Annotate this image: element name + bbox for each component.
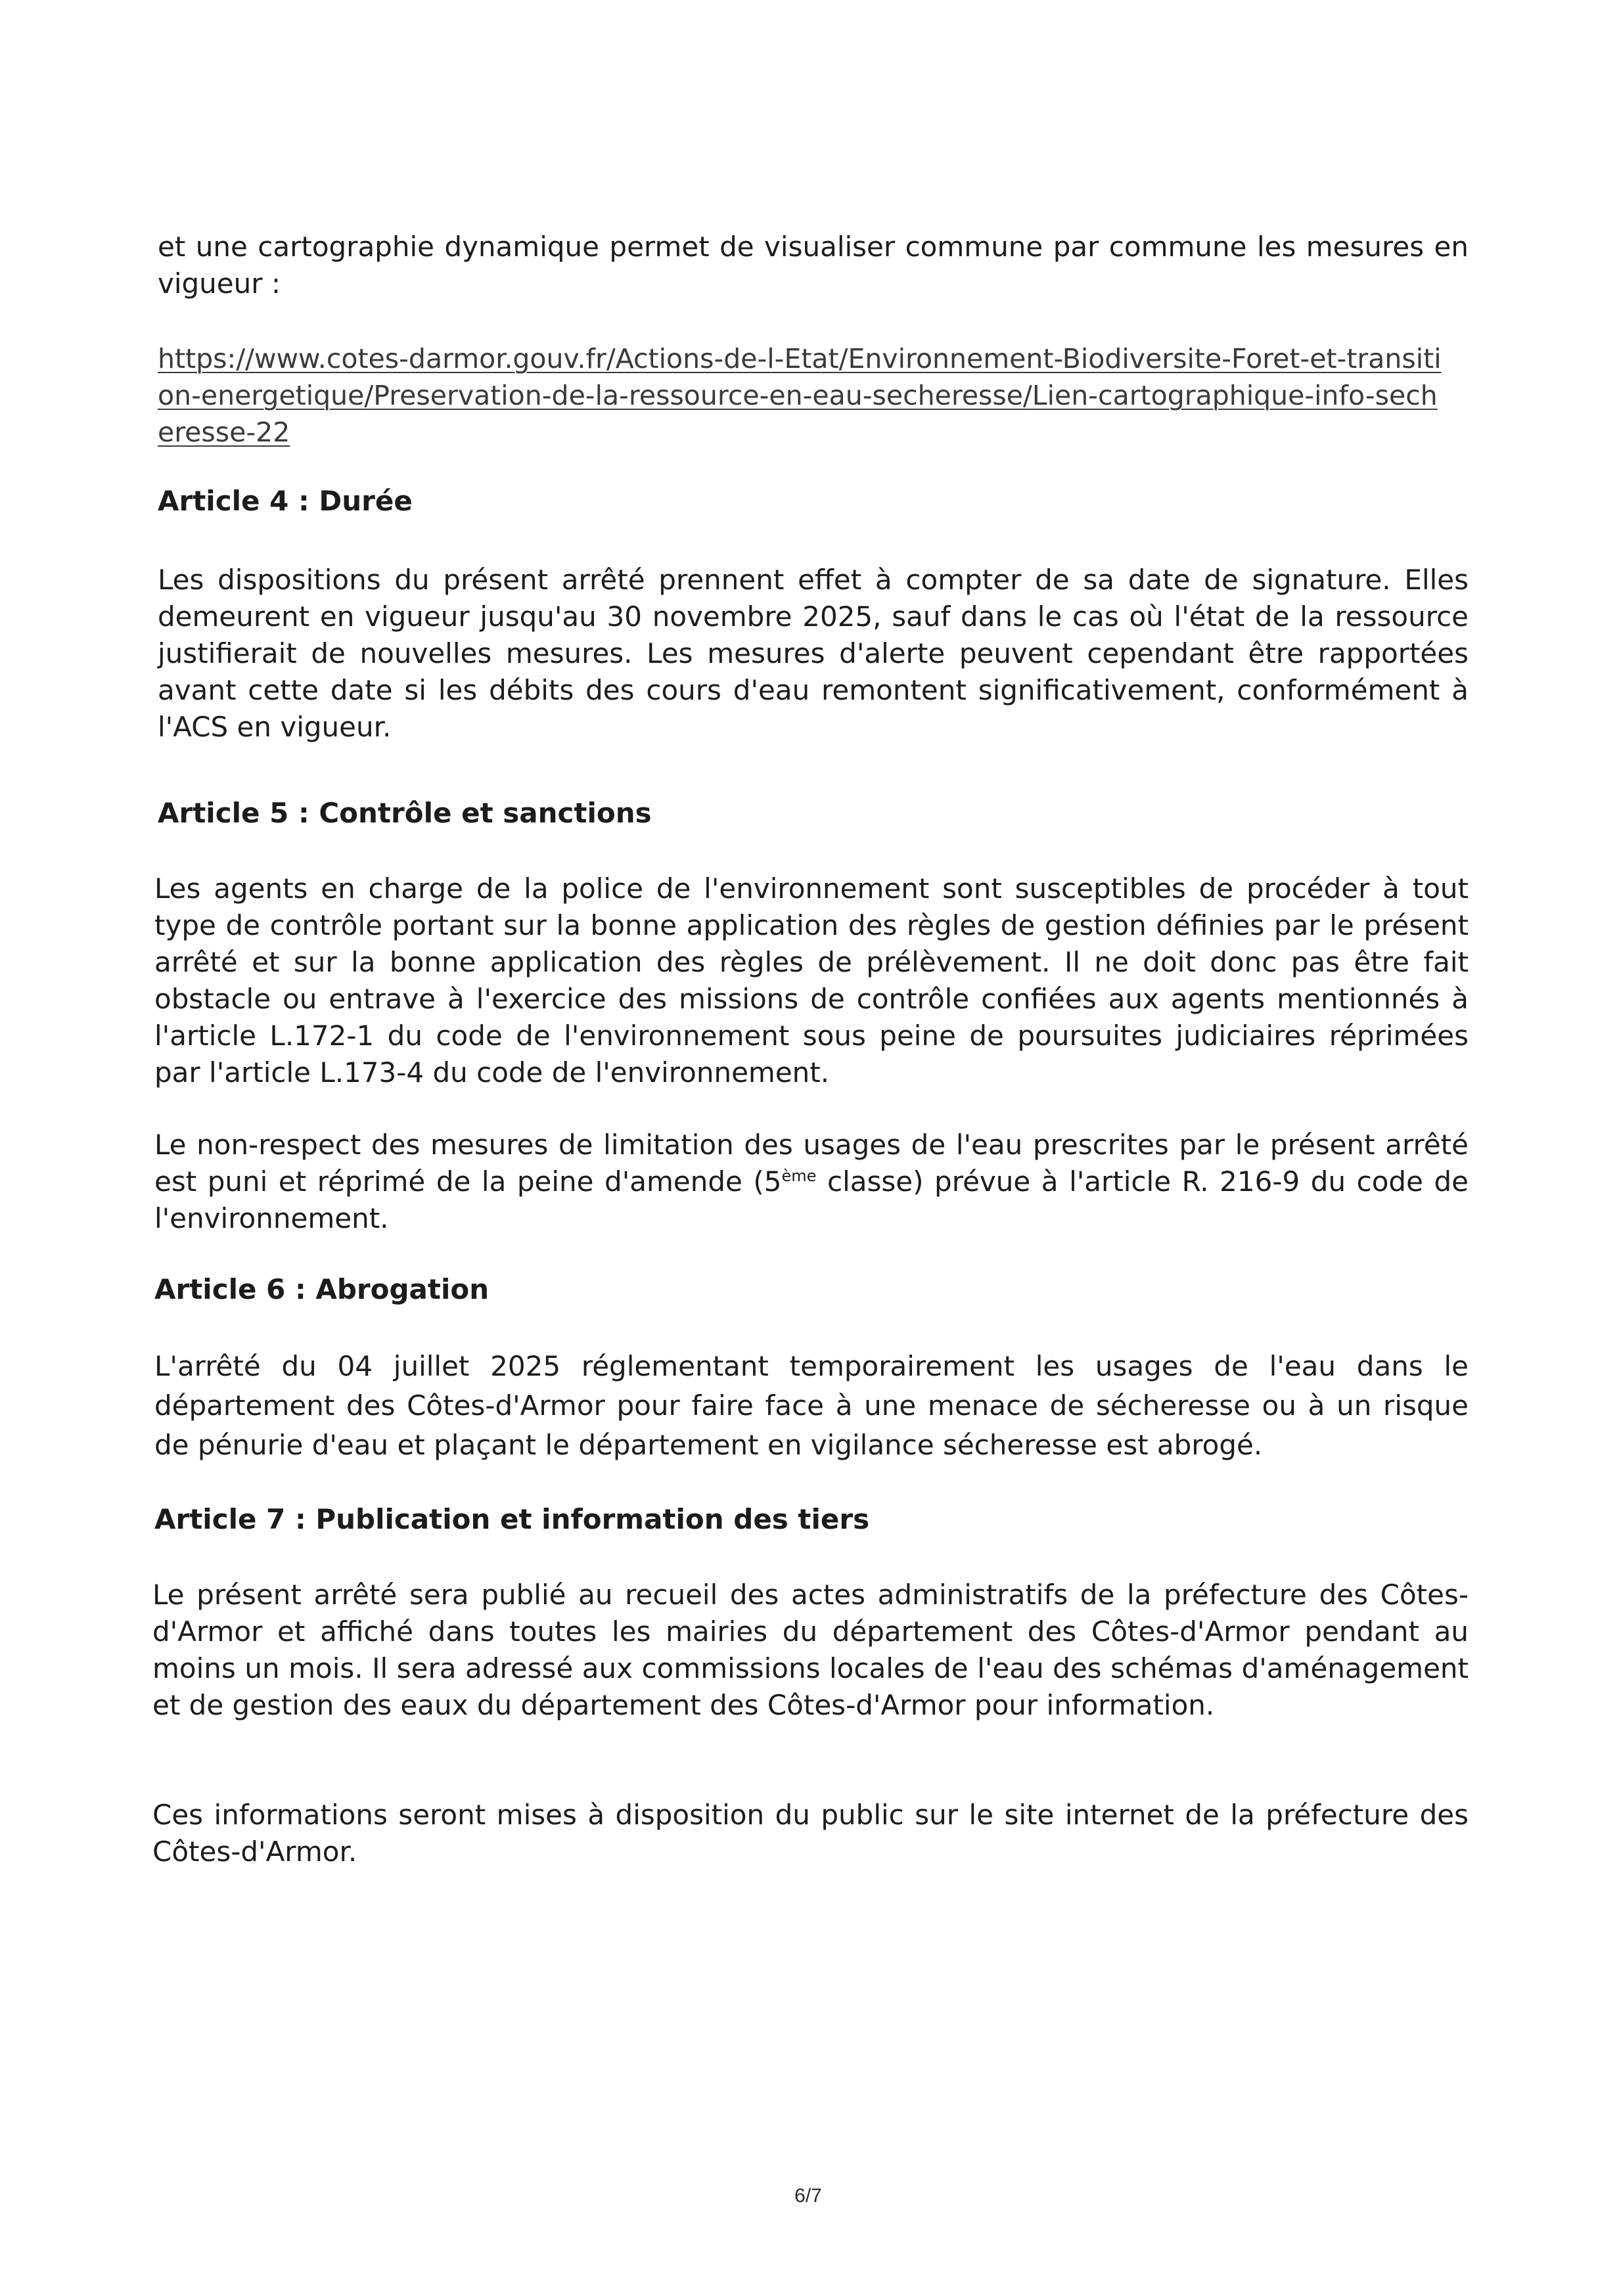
page-number: 6/7 [794,2185,822,2207]
article-7-paragraph-1: Le présent arrêté sera publié au recueil des actes administratifs de la préfecture des Côtes-d'Armor et affiché dans toutes les mairies du département des Côtes-d'Armor pendant au moins un mois. Il sera adressé aux commissions locales de l'eau des schémas d'aménagement et de gestion des eaux du département des Côtes-d'Armor pour information. [152,1579,1469,1721]
intro-text: et une cartographie dynamique permet de visualiser commune par commune les mesures en vigueur : [158,231,1469,300]
article-7-title: Article 7 : Publication et information des tiers [154,1503,870,1535]
article-5-title: Article 5 : Contrôle et sanctions [158,797,652,829]
article-5-paragraph-1: Les agents en charge de la police de l'environnement sont susceptibles de procéder à tout type de contrôle portant sur la bonne application des règles de gestion définies par le présent arrêté et sur la bonne application des règles de prélèvement. Il ne doit donc pas être fait obstacle ou entrave à l'exercice des missions de contrôle confiées aux agents mentionnés à l'article L.172-1 du code de l'environnement sous peine de poursuites judiciaires réprimées par l'article L.173-4 du code de l'environnement. [154,872,1469,1089]
article-6-title: Article 6 : Abrogation [154,1273,490,1305]
article-6-text: L'arrêté du 04 juillet 2025 réglementant temporairement les usages de l'eau dans le département des Côtes-d'Armor pour faire face à une menace de sécheresse ou à un risque de pénurie d'eau et plaçant le département en vigilance sécheresse est abrogé. [154,1350,1469,1461]
article-5-paragraph-2-end: classe) prévue à l'article R. 216-9 du code de l'environnement. [154,1165,1469,1234]
article-7-paragraph-2: Ces informations seront mises à disposition du public sur le site internet de la préfecture des Côtes-d'Armor. [152,1799,1469,1868]
article-4-text: Les dispositions du présent arrêté prennent effet à compter de sa date de signature. Elles demeurent en vigueur jusqu'au 30 novembre 2025, sauf dans le cas où l'état de la ressource justifierait de nouvelles mesures. Les mesures d'alerte peuvent cependant être rapportées avant cette date si les débits des cours d'eau remontent significativement, conformément à l'ACS en vigueur. [158,564,1469,743]
article-5-paragraph-2-sup: ème [781,1167,817,1185]
article-5-paragraph-2 [154,1127,1469,1237]
cartography-link[interactable]: https://www.cotes-darmor.gouv.fr/Actions-de-l-Etat/Environnement-Biodiversite-Foret-et-transition-energetique/Preservation-de-la-ressource-en-eau-secheresse/Lien-cartographique-info-secheresse-22 [158,343,1442,448]
article-5-paragraph-2-start: Le non-respect des mesures de limitation des usages de l'eau prescrites par le présent arrêté est puni et réprimé de la peine d'amende (5 [154,1129,1469,1198]
article-4-title: Article 4 : Durée [158,485,413,517]
